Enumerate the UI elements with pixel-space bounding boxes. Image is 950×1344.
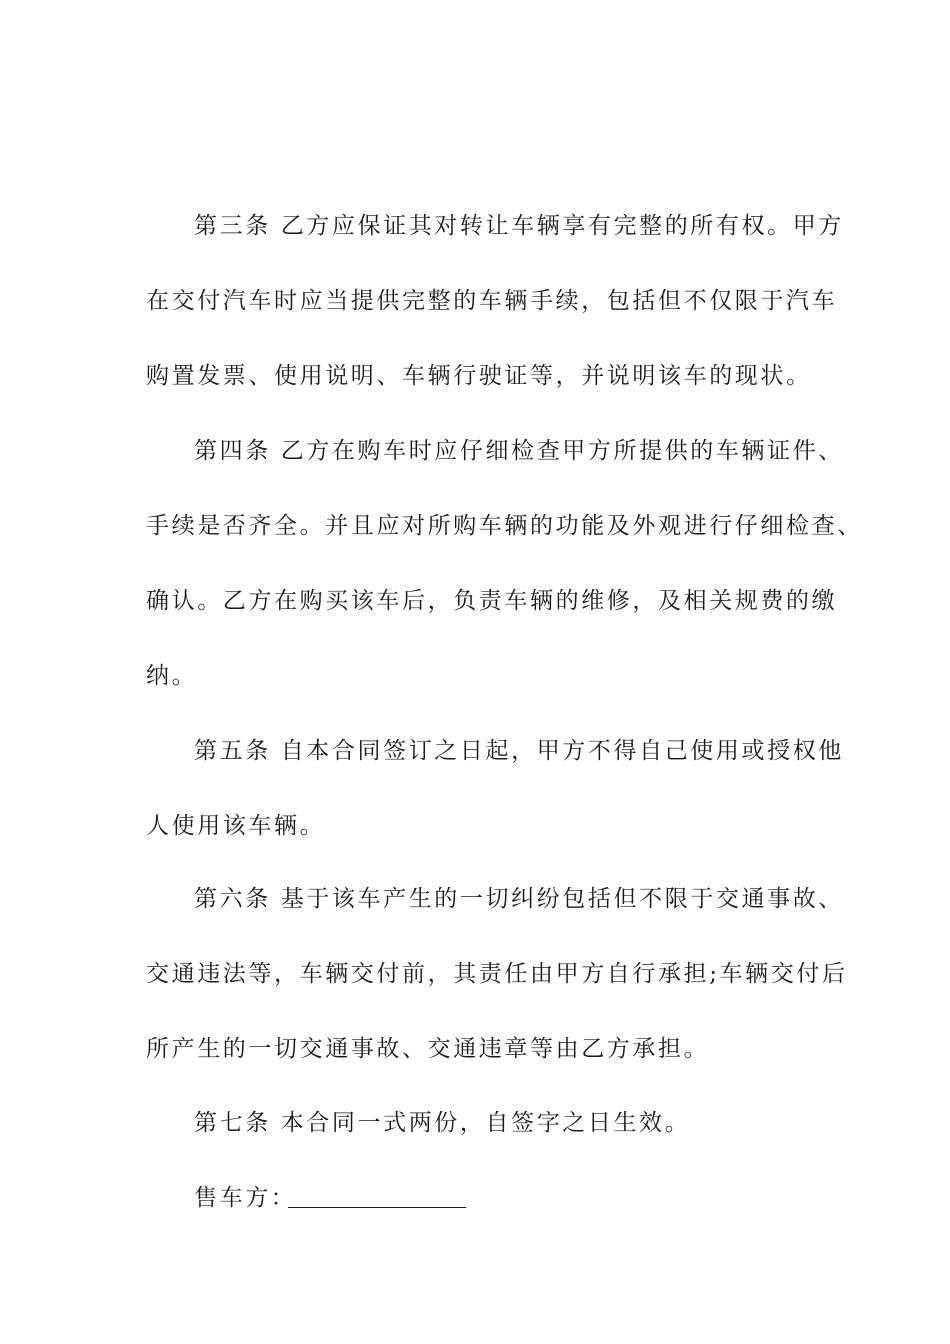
clause-4-line-1: 第四条 乙方在购车时应仔细检查甲方所提供的车辆证件、 [194, 438, 844, 464]
seller-signature-label: 售车方： [194, 1185, 297, 1211]
seller-signature-blank[interactable] [288, 1207, 466, 1208]
clause-7-line-1: 第七条 本合同一式两份，自签字之日生效。 [194, 1110, 691, 1136]
clause-3-line-3: 购置发票、使用说明、车辆行驶证等，并说明该车的现状。 [146, 363, 812, 389]
clause-6-line-2: 交通违法等，车辆交付前，其责任由甲方自行承担;车辆交付后 [146, 961, 848, 987]
clause-4-line-4: 纳。 [146, 663, 198, 689]
clause-4-line-3: 确认。乙方在购买该车后，负责车辆的维修，及相关规费的缴 [146, 588, 838, 614]
clause-5-line-2: 人使用该车辆。 [146, 813, 326, 839]
clause-4-line-2: 手续是否齐全。并且应对所购车辆的功能及外观进行仔细检查、 [146, 513, 863, 539]
clause-6-line-3: 所产生的一切交通事故、交通违章等由乙方承担。 [146, 1036, 710, 1062]
clause-6-line-1: 第六条 基于该车产生的一切纠纷包括但不限于交通事故、 [194, 886, 844, 912]
clause-3-line-1: 第三条 乙方应保证其对转让车辆享有完整的所有权。甲方 [194, 213, 844, 239]
clause-5-line-1: 第五条 自本合同签订之日起，甲方不得自己使用或授权他 [194, 738, 844, 764]
clause-3-line-2: 在交付汽车时应当提供完整的车辆手续，包括但不仅限于汽车 [146, 288, 838, 314]
